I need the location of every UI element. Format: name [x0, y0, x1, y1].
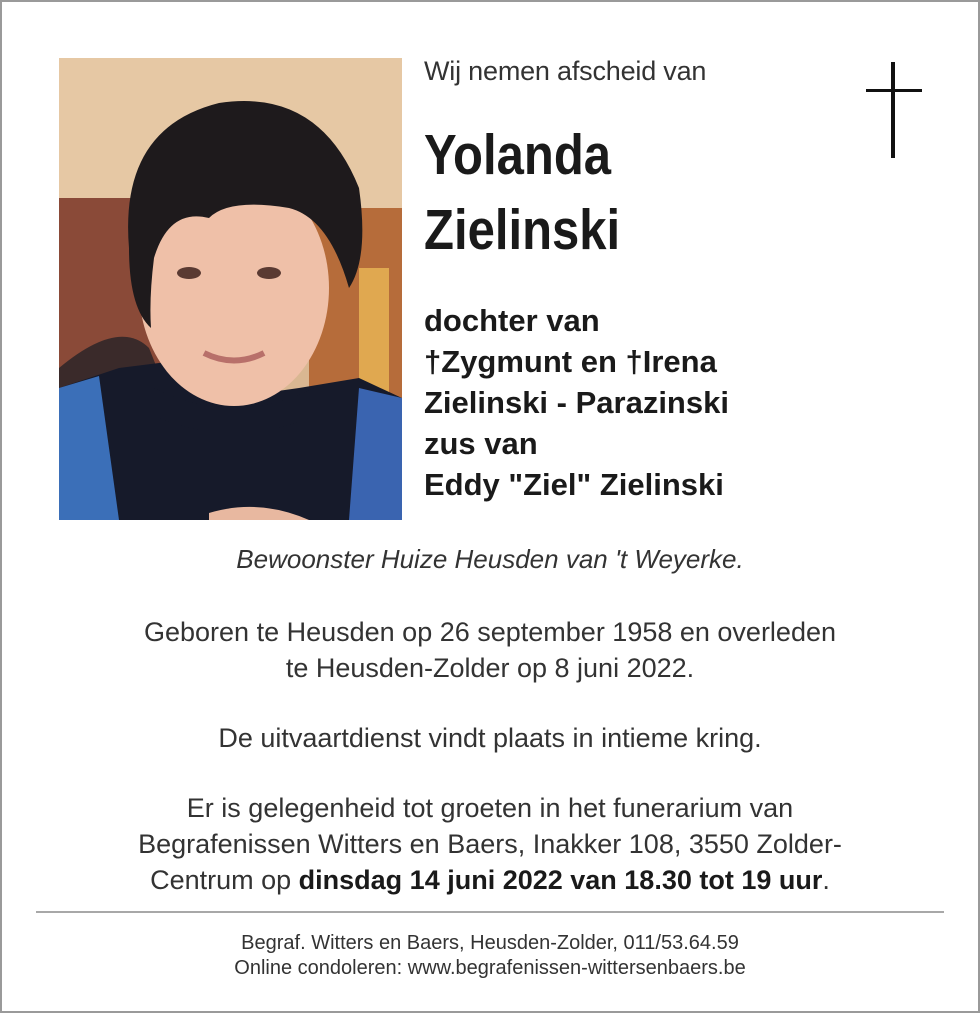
relation-line: dochter van: [424, 303, 600, 338]
visitation-prefix: Centrum op: [150, 865, 299, 895]
cross-icon: [866, 62, 922, 158]
relation-line: Zielinski - Parazinski: [424, 385, 729, 420]
portrait-photo: [59, 58, 402, 520]
visitation-line: [40, 862, 940, 898]
service-paragraph: De uitvaartdienst vindt plaats in intieme kring.: [218, 723, 762, 753]
visitation-line: Begrafenissen Witters en Baers, Inakker 108, 3550 Zolder-: [138, 829, 842, 859]
relation-line: †Zygmunt en †Irena: [424, 344, 717, 379]
birth-line: Geboren te Heusden op 26 september 1958 en overleden: [144, 617, 836, 647]
first-name: Yolanda: [424, 123, 612, 187]
visitation-date: dinsdag 14 juni 2022 van 18.30 tot 19 uur: [298, 865, 823, 895]
death-line: te Heusden-Zolder op 8 juni 2022.: [285, 653, 695, 683]
intro-text: Wij nemen afscheid van: [424, 56, 707, 86]
divider-line: [36, 911, 944, 913]
last-name: Zielinski: [424, 198, 621, 262]
visitation-suffix: .: [822, 865, 830, 895]
visitation-line: Er is gelegenheid tot groeten in het funerarium van: [186, 793, 794, 823]
family-relations: [424, 300, 729, 505]
birth-death-paragraph: [40, 614, 940, 686]
relation-line: zus van: [424, 426, 538, 461]
visitation-paragraph: [40, 790, 940, 898]
relation-line: Eddy "Ziel" Zielinski: [424, 467, 724, 502]
deceased-name: [424, 118, 620, 268]
residence-line: Bewoonster Huize Heusden van 't Weyerke.: [236, 544, 744, 574]
funeral-home-contact: Begraf. Witters en Baers, Heusden-Zolder, 011/53.64.59: [241, 932, 739, 954]
online-condolence: Online condoleren: www.begrafenissen-wittersenbaers.be: [234, 957, 746, 979]
